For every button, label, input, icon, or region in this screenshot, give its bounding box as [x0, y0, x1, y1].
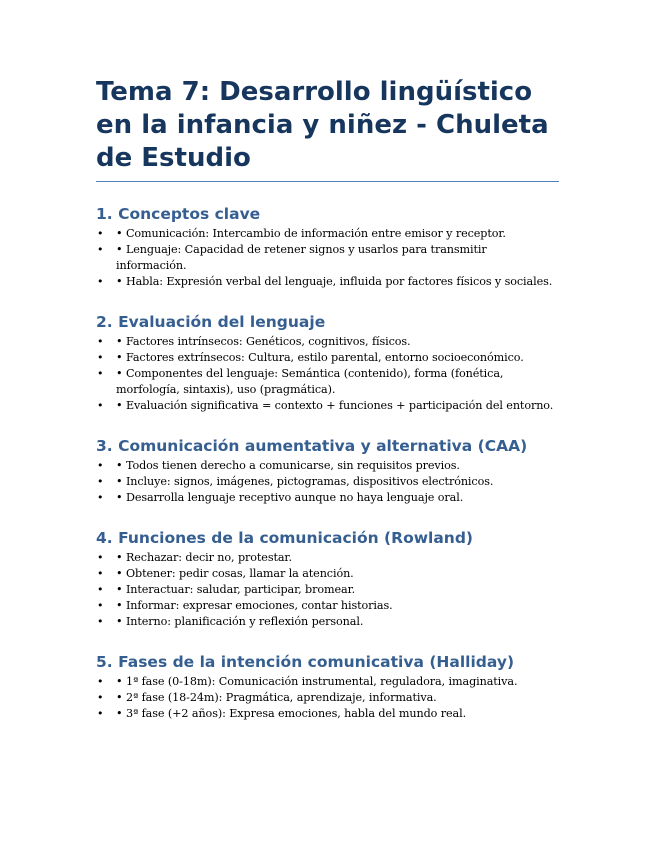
list-item: • • Factores extrínsecos: Cultura, estilo parental, entorno socioeconómico. — [96, 350, 559, 366]
list-item: • • 1ª fase (0-18m): Comunicación instrumental, reguladora, imaginativa. — [96, 674, 559, 690]
section-heading: 5. Fases de la intención comunicativa (Halliday) — [96, 653, 515, 671]
list-item: • • Todos tienen derecho a comunicarse, sin requisitos previos. — [96, 458, 559, 474]
list-item: • • Informar: expresar emociones, contar historias. — [96, 598, 559, 614]
list-item: • • Habla: Expresión verbal del lenguaje, influida por factores físicos y sociales. — [96, 274, 559, 290]
bullet-list — [96, 458, 559, 506]
section-caa — [96, 436, 559, 506]
list-item: • • Incluye: signos, imágenes, pictogramas, dispositivos electrónicos. — [96, 474, 559, 490]
list-item: • • Interactuar: saludar, participar, bromear. — [96, 582, 559, 598]
list-item: • • 2ª fase (18-24m): Pragmática, aprendizaje, informativa. — [96, 690, 559, 706]
list-item: • • Obtener: pedir cosas, llamar la atención. — [96, 566, 559, 582]
list-item: • • Factores intrínsecos: Genéticos, cognitivos, físicos. — [96, 334, 559, 350]
bullet-list — [96, 550, 559, 630]
list-item: • • Rechazar: decir no, protestar. — [96, 550, 559, 566]
section-fases-intencion — [96, 652, 559, 722]
section-heading: 4. Funciones de la comunicación (Rowland) — [96, 529, 474, 547]
section-conceptos-clave — [96, 204, 559, 290]
section-heading: 2. Evaluación del lenguaje — [96, 313, 326, 331]
list-item: • • Interno: planificación y reflexión personal. — [96, 614, 559, 630]
section-evaluacion-lenguaje — [96, 312, 559, 414]
bullet-list — [96, 226, 559, 290]
list-item: • • Lenguaje: Capacidad de retener signos y usarlos para transmitir información. — [96, 242, 559, 274]
bullet-list — [96, 334, 559, 414]
list-item: • • 3ª fase (+2 años): Expresa emociones, habla del mundo real. — [96, 706, 559, 722]
section-funciones-comunicacion — [96, 528, 559, 630]
list-item: • • Desarrolla lenguaje receptivo aunque no haya lenguaje oral. — [96, 490, 559, 506]
section-heading: 1. Conceptos clave — [96, 205, 261, 223]
list-item: • • Comunicación: Intercambio de información entre emisor y receptor. — [96, 226, 559, 242]
page-title: Tema 7: Desarrollo lingüístico en la infancia y niñez - Chuleta de Estudio — [96, 76, 559, 182]
document-page — [96, 76, 559, 722]
bullet-list — [96, 674, 559, 722]
section-heading: 3. Comunicación aumentativa y alternativa (CAA) — [96, 437, 528, 455]
list-item: • • Componentes del lenguaje: Semántica (contenido), forma (fonética, morfología, sintaxis), uso (pragmática). — [96, 366, 559, 398]
list-item: • • Evaluación significativa = contexto + funciones + participación del entorno. — [96, 398, 559, 414]
